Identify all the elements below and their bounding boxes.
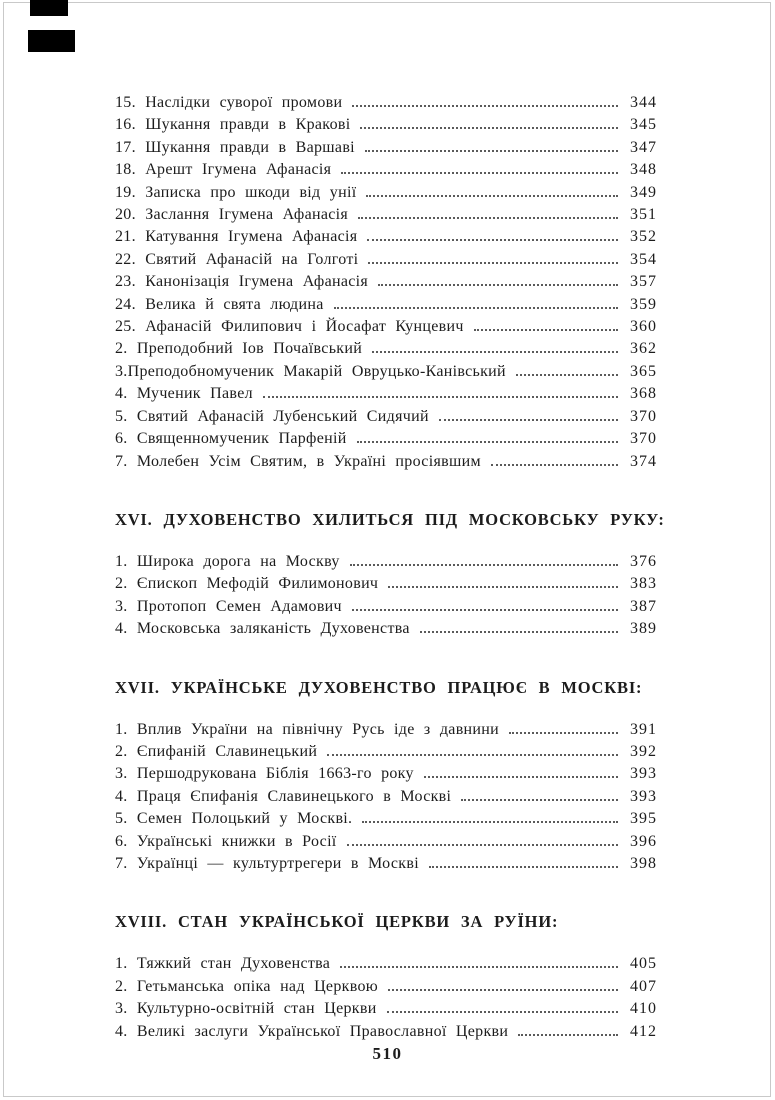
- dot-leader: [424, 775, 618, 778]
- toc-entry: [115, 114, 657, 136]
- entry-label: 4. Великі заслуги Української Православної Церкви: [115, 1022, 509, 1040]
- toc-entry: [115, 976, 657, 998]
- toc-entry: [115, 618, 657, 640]
- dot-leader: [357, 440, 618, 443]
- toc-entry: [115, 338, 657, 360]
- toc-entry: [115, 137, 657, 159]
- entry-page: 357: [630, 273, 657, 291]
- entry-page: 368: [630, 385, 657, 403]
- toc-entry: [115, 763, 657, 785]
- dot-leader: [263, 395, 618, 398]
- entry-label: 7. Молебен Усім Святим, в Україні просіявшим: [115, 452, 481, 470]
- entry-page: 412: [630, 1022, 657, 1040]
- dot-leader: [340, 965, 618, 968]
- entry-page: 398: [630, 854, 657, 872]
- dot-leader: [327, 753, 618, 756]
- entry-label: 6. Священномученик Парфеній: [115, 430, 347, 448]
- entry-label: 5. Семен Полоцький у Москві.: [115, 810, 353, 828]
- entry-label: 21. Катування Ігумена Афанасія: [115, 228, 358, 246]
- dot-leader: [352, 608, 618, 611]
- section-heading: XVIII. СТАН УКРАЇНСЬКОЇ ЦЕРКВИ ЗА РУЇНИ:: [115, 912, 559, 932]
- entry-label: 23. Канонізація Ігумена Афанасія: [115, 273, 369, 291]
- dot-leader: [461, 798, 618, 801]
- entry-label: 22. Святий Афанасій на Голготі: [115, 250, 359, 268]
- toc-entry: [115, 428, 657, 450]
- entry-label: 1. Вплив України на північну Русь іде з давнини: [115, 720, 499, 738]
- entry-label: 3. Протопоп Семен Адамович: [115, 597, 342, 615]
- toc-entry: [115, 741, 657, 763]
- toc-entry: [115, 249, 657, 271]
- entry-page: 349: [630, 183, 657, 201]
- entry-label: 24. Велика й свята людина: [115, 295, 324, 313]
- toc-entry: [115, 182, 657, 204]
- entry-label: 4. Праця Єпифанія Славинецького в Москві: [115, 787, 452, 805]
- entry-page: 345: [630, 116, 657, 134]
- entry-page: 348: [630, 161, 657, 179]
- dot-leader: [350, 563, 618, 566]
- dot-leader: [341, 171, 618, 174]
- section-heading: XVI. ДУХОВЕНСТВО ХИЛИТЬСЯ ПІД МОСКОВСЬКУ РУКУ:: [115, 509, 665, 529]
- dot-leader: [378, 283, 618, 286]
- entry-page: 391: [630, 720, 657, 738]
- entry-label: 3. Першодрукована Біблія 1663-го року: [115, 765, 414, 783]
- entry-page: 347: [630, 138, 657, 156]
- toc-entry: [115, 998, 657, 1020]
- entry-label: 1. Широка дорога на Москву: [115, 552, 340, 570]
- toc-entry: [115, 719, 657, 741]
- toc-entry: [115, 92, 657, 114]
- entry-page: 362: [630, 340, 657, 358]
- entry-label: 19. Записка про шкоди від унії: [115, 183, 357, 201]
- toc-entry: [115, 159, 657, 181]
- table-of-contents: [115, 92, 665, 1043]
- entry-page: 410: [630, 1000, 657, 1018]
- toc-entry: [115, 226, 657, 248]
- dot-leader: [347, 843, 618, 846]
- dot-leader: [365, 149, 618, 152]
- toc-entry: [115, 361, 657, 383]
- entry-label: 7. Українці — культуртрегери в Москві: [115, 854, 419, 872]
- entry-label: 18. Арешт Ігумена Афанасія: [115, 161, 332, 179]
- section-entries: [115, 92, 657, 473]
- entry-page: 392: [630, 742, 657, 760]
- entry-label: 20. Заслання Ігумена Афанасія: [115, 206, 349, 224]
- dot-leader: [491, 463, 618, 466]
- entry-page: 374: [630, 452, 657, 470]
- dot-leader: [474, 328, 618, 331]
- toc-entry: [115, 204, 657, 226]
- toc-entry: [115, 294, 657, 316]
- toc-entry: [115, 573, 657, 595]
- entry-label: 16. Шукання правди в Кракові: [115, 116, 351, 134]
- entry-label: 2. Єпифаній Славинецький: [115, 742, 318, 760]
- scan-artifact-lower: [28, 30, 75, 52]
- dot-leader: [429, 865, 618, 868]
- entry-page: 396: [630, 832, 657, 850]
- dot-leader: [360, 126, 618, 129]
- entry-page: 360: [630, 318, 657, 336]
- entry-label: 4. Мученик Павел: [115, 385, 253, 403]
- entry-label: 3.Преподобномученик Макарій Овруцько-Канівський: [115, 362, 506, 380]
- toc-entry: [115, 551, 657, 573]
- toc-entry: [115, 596, 657, 618]
- dot-leader: [518, 1033, 618, 1036]
- entry-page: 370: [630, 430, 657, 448]
- entry-label: 2. Єпископ Мефодій Филимонович: [115, 575, 379, 593]
- entry-page: 344: [630, 94, 657, 111]
- entry-label: 17. Шукання правди в Варшаві: [115, 138, 355, 156]
- entry-label: 6. Українські книжки в Росії: [115, 832, 337, 850]
- entry-page: 383: [630, 575, 657, 593]
- entry-page: 354: [630, 250, 657, 268]
- page-number: 510: [372, 1044, 403, 1063]
- toc-entry: [115, 406, 657, 428]
- dot-leader: [366, 194, 618, 197]
- entry-label: 5. Святий Афанасій Лубенський Сидячий: [115, 407, 429, 425]
- dot-leader: [439, 418, 618, 421]
- dot-leader: [368, 261, 618, 264]
- entry-page: 359: [630, 295, 657, 313]
- section-heading: XVII. УКРАЇНСЬКЕ ДУХОВЕНСТВО ПРАЦЮЄ В МОСКВІ:: [115, 677, 643, 697]
- entry-label: 4. Московська заляканість Духовенства: [115, 620, 410, 638]
- section-entries: [115, 551, 657, 641]
- dot-leader: [388, 585, 618, 588]
- entry-page: 376: [630, 552, 657, 570]
- entry-page: 389: [630, 620, 657, 638]
- dot-leader: [387, 1010, 618, 1013]
- dot-leader: [367, 238, 618, 241]
- entry-page: 365: [630, 362, 657, 380]
- toc-entry: [115, 808, 657, 830]
- entry-label: 2. Гетьманська опіка над Церквою: [115, 977, 379, 995]
- dot-leader: [516, 373, 618, 376]
- dot-leader: [362, 820, 618, 823]
- entry-page: 387: [630, 597, 657, 615]
- toc-entry: [115, 953, 657, 975]
- entry-label: 25. Афанасій Филипович і Йосафат Кунцевич: [115, 318, 464, 336]
- dot-leader: [372, 350, 618, 353]
- section-entries: [115, 953, 657, 1043]
- entry-label: 3. Культурно-освітній стан Церкви: [115, 1000, 377, 1018]
- dot-leader: [388, 988, 618, 991]
- dot-leader: [352, 104, 618, 107]
- entry-page: 351: [630, 206, 657, 224]
- entry-page: 393: [630, 787, 657, 805]
- entry-page: 352: [630, 228, 657, 246]
- entry-page: 370: [630, 407, 657, 425]
- toc-entry: [115, 831, 657, 853]
- dot-leader: [420, 630, 618, 633]
- section-entries: [115, 719, 657, 876]
- toc-entry: [115, 786, 657, 808]
- toc-entry: [115, 316, 657, 338]
- toc-entry: [115, 451, 657, 473]
- entry-page: 395: [630, 810, 657, 828]
- toc-entry: [115, 1021, 657, 1043]
- entry-page: 405: [630, 955, 657, 973]
- toc-entry: [115, 853, 657, 875]
- entry-page: 393: [630, 765, 657, 783]
- entry-page: 407: [630, 977, 657, 995]
- dot-leader: [358, 216, 618, 219]
- dot-leader: [509, 731, 618, 734]
- toc-entry: [115, 383, 657, 405]
- toc-entry: [115, 271, 657, 293]
- entry-label: 15. Наслідки суворої промови: [115, 94, 343, 111]
- scan-artifact-top: [30, 0, 68, 16]
- entry-label: 1. Тяжкий стан Духовенства: [115, 955, 331, 973]
- entry-label: 2. Преподобний Іов Почаївський: [115, 340, 363, 358]
- dot-leader: [334, 306, 618, 309]
